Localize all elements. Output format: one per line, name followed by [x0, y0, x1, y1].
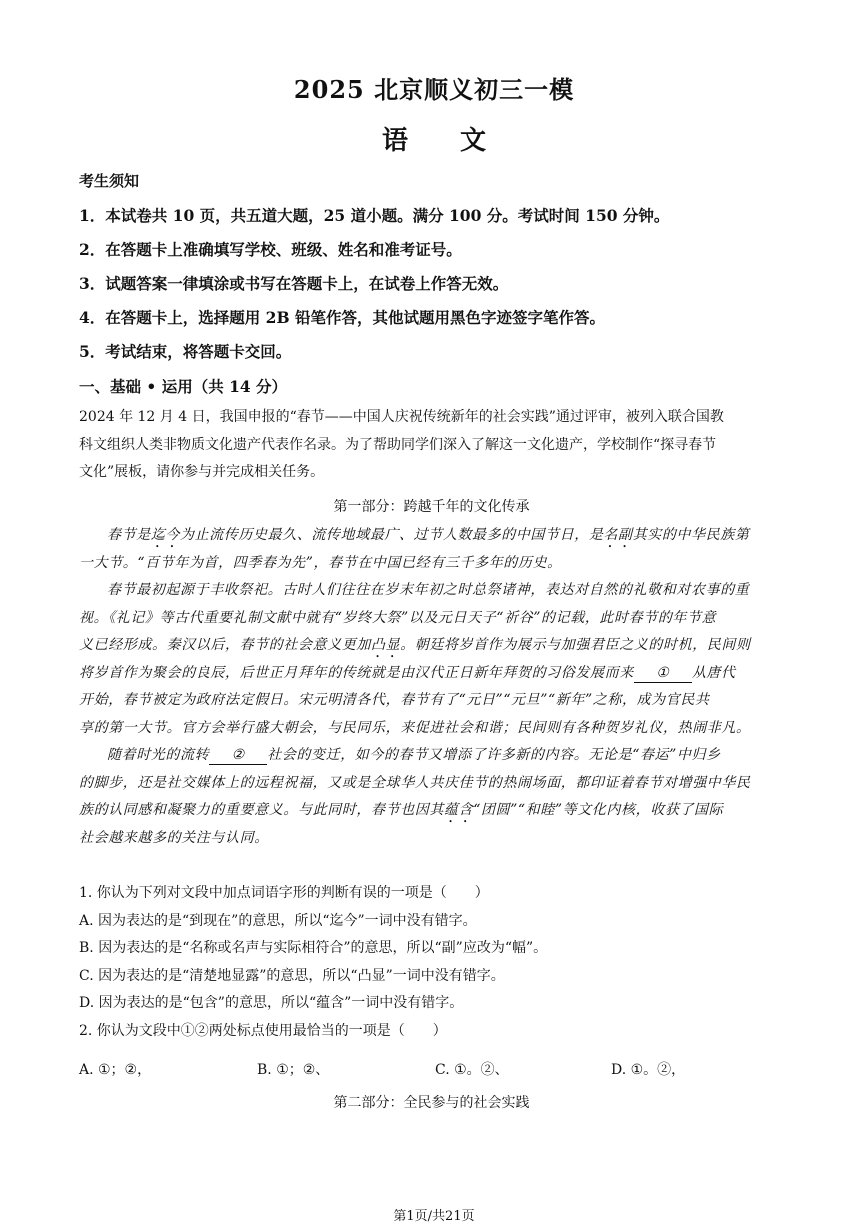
text-span: 。朝廷将岁首作为展示与加强君臣之义的时机，民间则 — [400, 637, 751, 653]
passage — [79, 522, 784, 852]
question-stem: 1. 你认为下列对文段中加点词语字形的判断有误的一项是（ ） — [79, 885, 489, 901]
option: C. ①。②、 — [435, 1062, 509, 1078]
notice-heading: 考生须知 — [79, 172, 140, 190]
option: C. 因为表达的是“清楚地显露”的意思，所以“凸显”一词中没有错字。 — [79, 967, 505, 984]
intro-paragraph — [79, 404, 784, 487]
exam-title: 2025 北京顺义初三一模 — [293, 75, 575, 104]
text-line — [79, 522, 784, 550]
text-span: 义已经形成。秦汉以后，春节的社会意义更加 — [79, 637, 371, 653]
text-line — [79, 660, 784, 688]
option: D. ①。②， — [611, 1062, 686, 1078]
text-span: 其实的中华民族第 — [632, 527, 750, 543]
text-span: 社会的变迁，如今的春节又增添了许多新的内容。无论是“春运”中归乡 — [267, 747, 721, 763]
text-line: 2024 年 12 月 4 日，我国申报的“春节——中国人庆祝传统新年的社会实践”通过评审，被列入联合国教 — [79, 409, 724, 425]
part2-title: 第二部分：全民参与的社会实践 — [333, 1095, 530, 1111]
dotted-word: 名副 — [603, 527, 633, 543]
option: A. 因为表达的是“到现在”的意思，所以“迄今”一词中没有错字。 — [79, 912, 477, 929]
part1-title: 第一部分：跨越千年的文化传承 — [333, 499, 530, 515]
text-span: 春节是 — [107, 527, 151, 543]
text-line: 享的第一大节。官方会举行盛大朝会，与民同乐，来促进社会和谐；民间则有各种贺岁礼仪，热闹非凡。 — [79, 719, 751, 736]
option: B. ①；②、 — [257, 1062, 330, 1078]
blank-1: ① — [634, 664, 692, 683]
text-span: 随着时光的流转 — [107, 747, 210, 763]
page-footer: 第1页/共21页 — [393, 1209, 475, 1224]
text-line — [79, 797, 784, 825]
text-line — [79, 632, 784, 660]
text-span: 将岁首作为聚会的良辰，后世正月拜年的传统就是由汉代正日新年拜贺的习俗发展而来 — [79, 664, 634, 681]
notice-item: 2．在答题卡上准确填写学校、班级、姓名和准考证号。 — [79, 240, 462, 259]
dotted-word: 迄今 — [150, 527, 181, 543]
text-line: 科文组织人类非物质文化遗产代表作名录。为了帮助同学们深入了解这一文化遗产，学校制作“探寻春节 — [79, 436, 717, 453]
dotted-word: 蕴含 — [444, 802, 474, 818]
text-line: 春节最初起源于丰收祭祀。古时人们往往在岁末年初之时总祭诸神，表达对自然的礼敬和对农事的重 — [107, 582, 750, 598]
text-line — [79, 742, 784, 770]
blank-2: ② — [209, 746, 267, 765]
question-stem: 2. 你认为文段中①②两处标点使用最恰当的一项是（ ） — [79, 1022, 447, 1039]
notice-item: 1．本试卷共 10 页，共五道大题，25 道小题。满分 100 分。考试时间 150 分钟。 — [79, 206, 670, 225]
option: D. 因为表达的是“包含”的意思，所以“蕴含”一词中没有错字。 — [79, 995, 464, 1011]
text-line: 开始，春节被定为政府法定假日。宋元明清各代，春节有了“元日”“元旦”“新年”之称，成为官民共 — [79, 692, 710, 708]
text-line: 视。《礼记》等古代重要礼制文献中就有“岁终大祭”以及元日天子“祈谷”的记载，此时春节的年节意 — [79, 609, 717, 626]
dotted-word: 凸显 — [371, 637, 401, 653]
notice-item: 4．在答题卡上，选择题用 2B 铅笔作答，其他试题用黑色字迹签字笔作答。 — [79, 308, 605, 327]
question-1 — [79, 880, 784, 1045]
subject-title: 语文 — [381, 126, 538, 156]
text-span: 族的认同感和凝聚力的重要意义。与此同时，春节也因其 — [79, 802, 444, 818]
text-line: 的脚步，还是社交媒体上的远程祝福，又或是全球华人共庆佳节的热闹场面，都印证着春节对增强中华民 — [79, 774, 751, 791]
option: B. 因为表达的是“名称或名声与实际相符合”的意思，所以“副”应改为“幅”。 — [79, 940, 548, 956]
section-heading: 一、基础 • 运用（共 14 分） — [79, 377, 288, 396]
notice-item: 3．试题答案一律填涂或书写在答题卡上，在试卷上作答无效。 — [79, 274, 509, 293]
text-line: 文化”展板，请你参与并完成相关任务。 — [79, 464, 325, 480]
text-span: 为止流传历史最久、流传地域最广、过节人数最多的中国节日，是 — [180, 527, 604, 543]
option: A. ①；②， — [79, 1062, 152, 1078]
text-span: 从唐代 — [691, 664, 736, 681]
text-line: 社会越来越多的关注与认同。 — [79, 829, 269, 846]
text-line: 一大节。“百节年为首，四季春为先”，春节在中国已经有三千多年的历史。 — [79, 554, 562, 571]
text-span: “团圆”“和睦”等文化内核，收获了国际 — [473, 802, 724, 818]
notice-item: 5．考试结束，将答题卡交回。 — [79, 342, 292, 361]
